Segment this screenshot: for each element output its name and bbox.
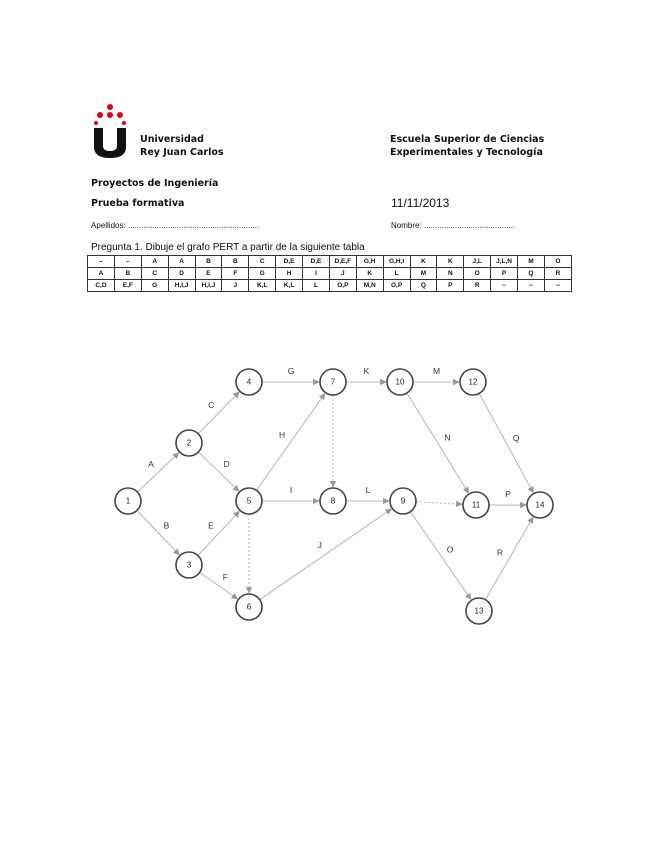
table-cell: L [303, 280, 330, 292]
exam-date: 11/11/2013 [391, 196, 450, 210]
table-cell: B [222, 256, 249, 268]
edge-label-E: E [208, 520, 214, 531]
node-7 [320, 369, 346, 395]
edge-5-7 [256, 393, 324, 490]
table-cell: C,D [88, 280, 115, 292]
table-cell: B [195, 256, 222, 268]
node-label: 6 [246, 602, 252, 612]
node-14 [527, 492, 553, 518]
edge-label-H: H [278, 430, 286, 441]
edge-label-P: P [505, 489, 511, 499]
table-cell: G,H,I [383, 256, 410, 268]
edge-1-3 [137, 510, 179, 554]
table-cell: J,L,N [491, 256, 518, 268]
edge-label-C: C [208, 399, 215, 410]
table-cell: D,E [276, 256, 303, 268]
edge-label-B: B [163, 520, 170, 531]
edge-3-5 [198, 511, 240, 555]
name-field[interactable]: Nombre: ......................................... [391, 221, 516, 230]
node-label: 10 [395, 377, 405, 387]
table-cell: R [464, 280, 491, 292]
node-label: 11 [471, 500, 481, 510]
edge-13-14 [485, 517, 533, 600]
node-label: 5 [246, 496, 252, 506]
edge-label-K: K [363, 366, 370, 376]
table-cell: O,P [383, 280, 410, 292]
school-line-2: Experimentales y Tecnología [390, 147, 543, 158]
edge-2-5 [198, 452, 239, 491]
test-title: Prueba formativa [91, 198, 185, 209]
table-cell: P [491, 268, 518, 280]
node-1 [115, 488, 141, 514]
node-5 [236, 488, 262, 514]
table-cell: Q [410, 280, 437, 292]
edge-label-M: M [432, 366, 441, 376]
node-label: 2 [186, 438, 192, 448]
edge-2-4 [198, 392, 239, 434]
edge-label-G: G [287, 366, 295, 376]
node-11 [463, 492, 489, 518]
table-cell: K,L [249, 280, 276, 292]
node-9 [390, 488, 416, 514]
university-line-2: Rey Juan Carlos [140, 147, 224, 158]
table-cell: Q [518, 268, 545, 280]
table-cell: K [356, 268, 383, 280]
node-label: 1 [125, 496, 131, 506]
table-cell: A [168, 256, 195, 268]
edge-9-13 [410, 512, 471, 600]
node-label: 12 [468, 377, 478, 387]
table-cell: I [303, 268, 330, 280]
table-cell: -- [544, 280, 571, 292]
table-cell: O [464, 268, 491, 280]
table-cell: C [249, 256, 276, 268]
table-cell: D,E,F [329, 256, 356, 268]
table-cell: E,F [114, 280, 141, 292]
course-title: Proyectos de Ingeniería [91, 178, 219, 189]
table-cell: M,N [356, 280, 383, 292]
edge-label-I: I [289, 485, 293, 495]
table-cell: -- [491, 280, 518, 292]
table-cell: A [88, 268, 115, 280]
table-cell: K,L [276, 280, 303, 292]
node-label: 9 [400, 496, 406, 506]
node-8 [320, 488, 346, 514]
table-cell: K [410, 256, 437, 268]
edge-12-14 [479, 393, 533, 492]
table-cell: F [222, 268, 249, 280]
table-cell: R [544, 268, 571, 280]
node-label: 8 [330, 496, 336, 506]
node-13 [466, 598, 492, 624]
node-12 [460, 369, 486, 395]
node-2 [176, 430, 202, 456]
table-cell: H,I,J [195, 280, 222, 292]
university-line-1: Universidad [140, 134, 204, 145]
table-cell: E [195, 268, 222, 280]
node-label: 14 [535, 500, 545, 510]
table-cell: L [383, 268, 410, 280]
table-cell: G [141, 280, 168, 292]
edge-9-11 [416, 502, 462, 505]
node-3 [176, 552, 202, 578]
edge-label-A: A [148, 459, 154, 470]
node-10 [387, 369, 413, 395]
node-label: 13 [474, 606, 484, 616]
node-4 [236, 369, 262, 395]
edge-label-R: R [496, 547, 504, 558]
edge-6-9 [260, 509, 392, 600]
table-cell: -- [518, 280, 545, 292]
table-cell: N [437, 268, 464, 280]
table-cell: M [518, 256, 545, 268]
table-cell: J [329, 268, 356, 280]
edge-label-D: D [223, 459, 230, 470]
edge-10-11 [407, 393, 469, 493]
node-label: 4 [246, 377, 252, 387]
table-cell: J,L [464, 256, 491, 268]
table-cell: O,P [329, 280, 356, 292]
edge-label-L: L [365, 485, 371, 495]
table-cell: O [544, 256, 571, 268]
table-cell: H [276, 268, 303, 280]
table-cell: K [437, 256, 464, 268]
edge-label-N: N [444, 432, 451, 443]
table-cell: H,I,J [168, 280, 195, 292]
node-label: 3 [186, 560, 192, 570]
table-cell: J [222, 280, 249, 292]
node-6 [236, 594, 262, 620]
table-cell: B [114, 268, 141, 280]
surname-field[interactable]: Apellidos: ........................................................... [91, 221, 260, 230]
edge-label-O: O [446, 544, 454, 555]
table-cell: P [437, 280, 464, 292]
table-cell: – [88, 256, 115, 268]
table-cell: C [141, 268, 168, 280]
edge-label-J: J [317, 539, 322, 550]
table-cell: D [168, 268, 195, 280]
node-label: 7 [330, 377, 336, 387]
edge-3-6 [200, 572, 238, 599]
table-cell: D,E [303, 256, 330, 268]
question-text: Pregunta 1. Dibuje el grafo PERT a partir de la siguiente tabla [91, 242, 365, 253]
table-cell: A [141, 256, 168, 268]
table-cell: – [114, 256, 141, 268]
table-cell: G [249, 268, 276, 280]
edge-label-F: F [222, 571, 228, 582]
edge-label-Q: Q [512, 433, 520, 444]
school-line-1: Escuela Superior de Ciencias [390, 134, 545, 145]
edge-1-2 [137, 453, 178, 492]
table-cell: G,H [356, 256, 383, 268]
table-cell: M [410, 268, 437, 280]
